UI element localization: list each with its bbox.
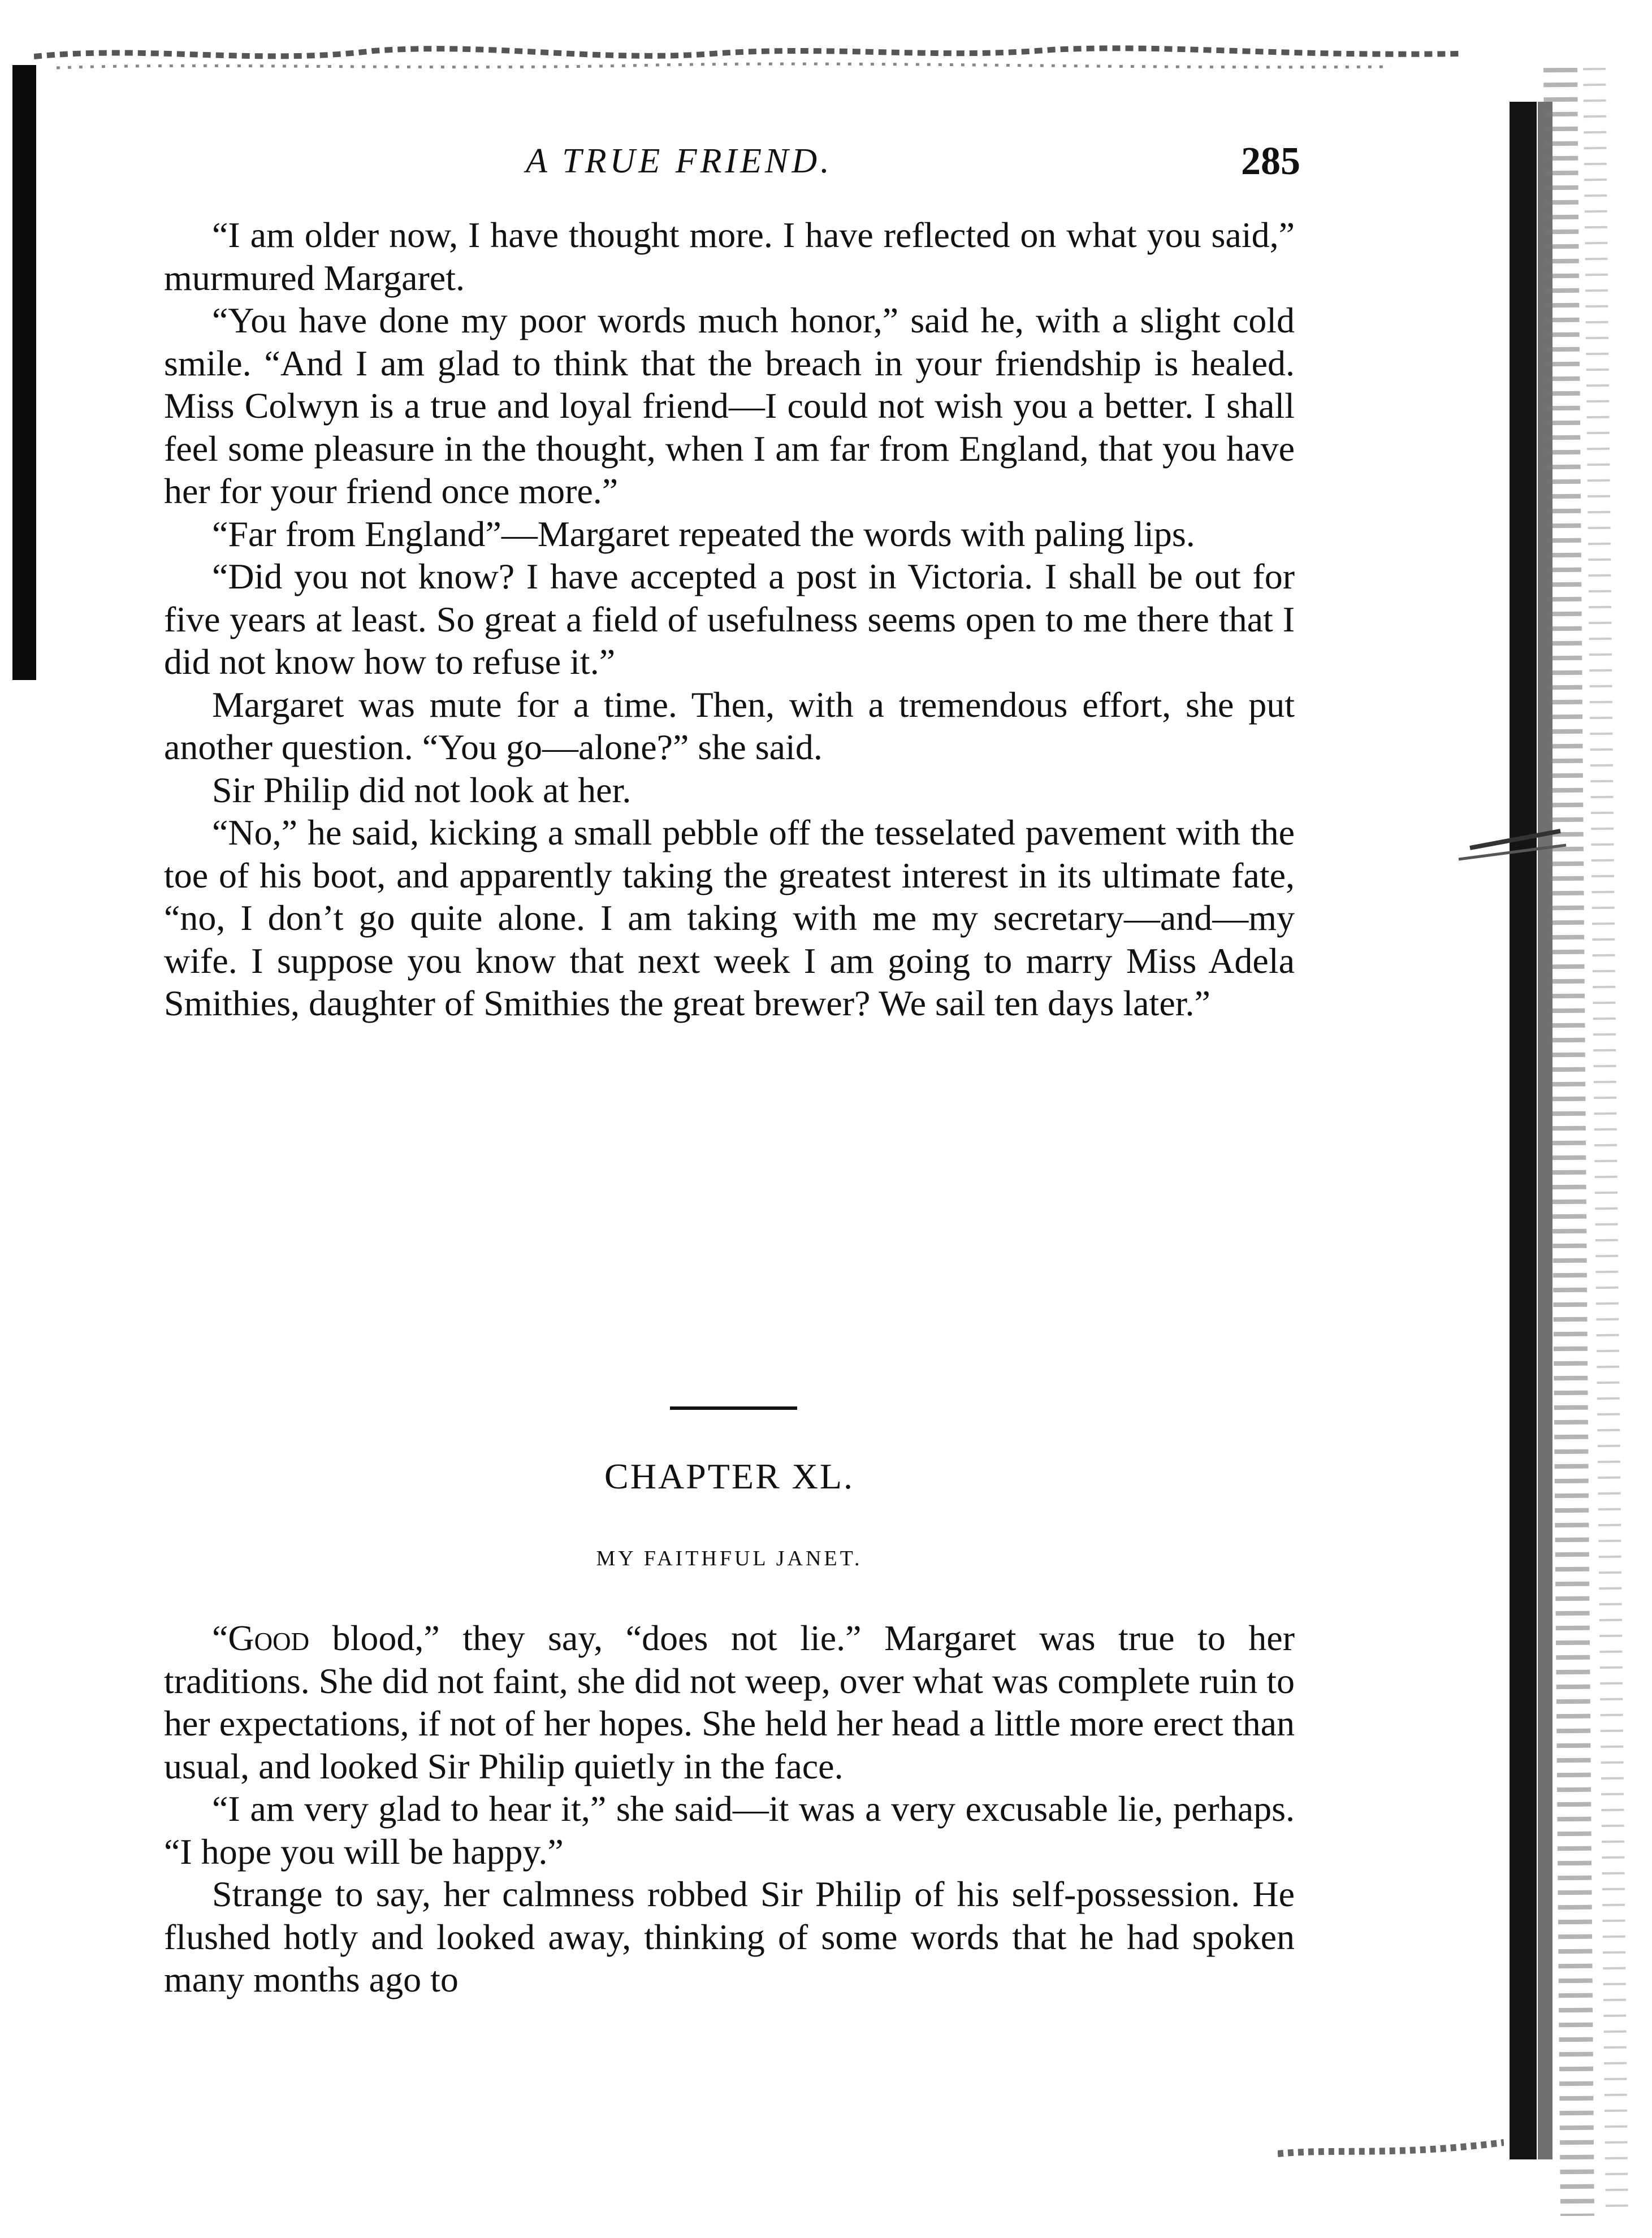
paragraph: “No,” he said, kicking a small pebble off the tesselated pavement with the toe of his boot, and apparently taking the greatest interest in its ultimate fate, “no, I don’t go quite alone. I am taking with me my secretary—and—my wife. I suppose you know that next week I am going to marry Miss Adela Smithies, daughter of Smithies the great brewer? We sail ten days later.” <box>164 812 1295 1023</box>
paragraph: “I am older now, I have thought more. I have reflected on what you said,” murmured Margaret. <box>164 215 1295 298</box>
scan-noise-right-edge <box>1447 68 1652 2216</box>
body-text-before-chapter <box>164 214 1295 1025</box>
chapter-subtitle: MY FAITHFUL JANET. <box>596 1547 863 1570</box>
paragraph: Sir Philip did not look at her. <box>212 769 632 810</box>
paragraph: Margaret was mute for a time. Then, with a tremendous effort, she put another question. “You go—alone?” she said. <box>164 684 1295 767</box>
small-caps-word: Good <box>228 1618 310 1658</box>
body-text-chapter <box>164 1617 1295 2001</box>
open-quote: “ <box>212 1618 228 1658</box>
scan-noise-bottom <box>1278 2131 1504 2165</box>
paragraph-rest: blood,” they say, “does not lie.” Margaret was true to her traditions. She did not faint, she did not weep, over what was complete ruin to her expectations, if not of her hopes. She held her head a little more erect than usual, and looked Sir Philip quietly in the face. <box>164 1618 1295 1786</box>
paragraph: “Far from England”—Margaret repeated the words with paling lips. <box>212 513 1195 554</box>
paragraph: “You have done my poor words much honor,” said he, with a slight cold smile. “And I am glad to think that the breach in your friendship is healed. Miss Colwyn is a true and loyal friend—I could not wish you a better. I shall feel some pleasure in the thought, when I am far from England, that you have her for your friend once more.” <box>164 300 1295 511</box>
scan-noise-top <box>34 34 1459 76</box>
paragraph: “Did you not know? I have accepted a post in Victoria. I shall be out for five years at least. So great a field of usefulness seems open to me there that I did not know how to refuse it.” <box>164 556 1295 682</box>
paragraph-first <box>164 1617 1295 1787</box>
binding-shadow <box>12 65 36 680</box>
chapter-title: CHAPTER XL. <box>604 1456 854 1496</box>
running-head <box>170 141 1300 198</box>
section-divider <box>670 1406 797 1410</box>
paragraph: Strange to say, her calmness robbed Sir Philip of his self-possession. He flushed hotly and looked away, thinking of some words that he had spoken many months ago to <box>164 1874 1295 1999</box>
running-head-title: A TRUE FRIEND. <box>526 142 833 180</box>
page-number: 285 <box>1241 140 1300 183</box>
paragraph: “I am very glad to hear it,” she said—it was a very excusable lie, perhaps. “I hope you will be happy.” <box>164 1789 1295 1872</box>
